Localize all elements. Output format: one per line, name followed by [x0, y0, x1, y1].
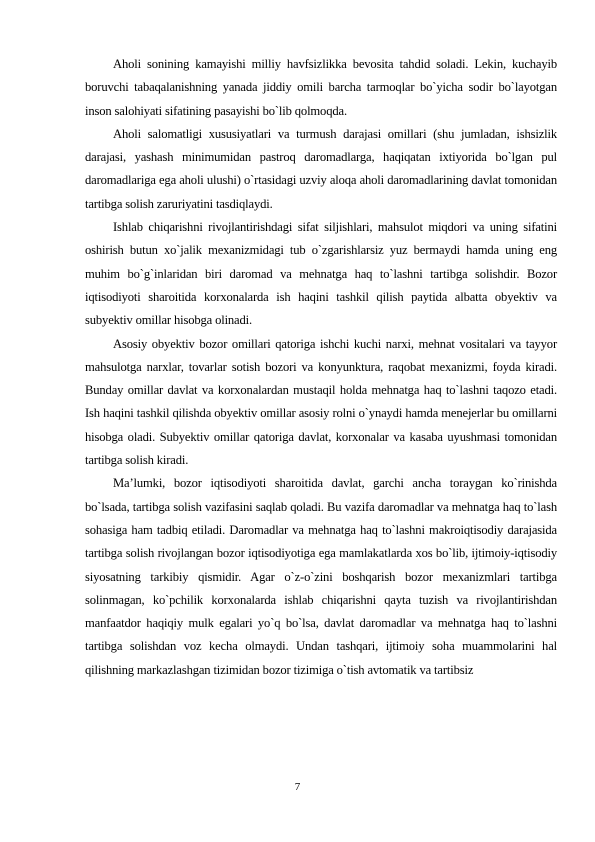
paragraph-4: Asosiy obyektiv bozor omillari qatoriga ishchi kuchi narxi, mehnat vositalari va tayyor mahsulotga narxlar, tovarlar sotish bozori va konyunktura, raqobat mexanizmi, foyda kiradi. Bunday omillar davlat va korxonalardan mustaqil holda mehnatga haq to`lashni taqozo etadi. Ish haqini tashkil qilishda obyektiv omillar asosiy rolni o`ynaydi hamda menejerlar bu omillarni hisobga oladi. Subyektiv omillar qatoriga davlat, korxonalar va kasaba uyushmasi tomonidan tartibga solish kiradi. [85, 336, 557, 468]
paragraph-2: Aholi salomatligi xususiyatlari va turmush darajasi omillari (shu jumladan, ishsizlik darajasi, yashash minimumidan pastroq daromadlarga, haqiqatan ixtiyorida bo`lgan pul daromadlariga ega aholi ulushi) o`rtasidagi uzviy aloqa aholi daromadlarining davlat tomonidan tartibga solish zaruriyatini tasdiqlaydi. [85, 126, 557, 211]
paragraph-3: Ishlab chiqarishni rivojlantirishdagi sifat siljishlari, mahsulot miqdori va uning sifatini oshirish butun xo`jalik mexanizmidagi tub o`zgarishlarsiz yuz bermaydi hamda uning eng muhim bo`g`inlaridan biri daromad va mehnatga haq to`lashni tartibga solishdir. Bozor iqtisodiyoti sharoitida korxonalarda ish haqini tashkil qilish paytida albatta obyektiv va subyektiv omillar hisobga olinadi. [85, 220, 557, 328]
page-number: 7 [294, 781, 301, 793]
paragraph-5: Ma’lumki, bozor iqtisodiyoti sharoitida davlat, garchi ancha toraygan ko`rinishda bo`lsada, tartibga solish vazifasini saqlab qoladi. Bu vazifa daromadlar va mehnatga haq to`lash sohasiga ham tadbiq etiladi. Daromadlar va mehnatga haq to`lashni makroiqtisodiy darajasida tartibga solish rivojlangan bozor iqtisodiyotiga ega mamlakatlarda xos bo`lib, ijtimoiy-iqtisodiy siyosatning tarkibiy qismidir. Agar o`z-o`zini boshqarish bozor mexanizmlari tartibga solinmagan, ko`pchilik korxonalarda ishlab chiqarishni qayta tuzish va rivojlantirishdan manfaatdor haqiqiy mulk egalari yo`q bo`lsa, davlat daromadlar va mehnatga haq to`lashni tartibga solishdan voz kecha olmaydi. Undan tashqari, ijtimoiy soha muammolarini hal qilishning markazlashgan tizimidan bozor tizimiga o`tish avtomatik va tartibsiz [85, 476, 557, 677]
paragraph-1: Aholi sonining kamayishi milliy havfsizlikka bevosita tahdid soladi. Lekin, kuchayib boruvchi tabaqalanishning yanada jiddiy omili barcha tarmoqlar bo`yicha sodir bo`layotgan inson salohiyati sifatining pasayishi bo`lib qolmoqda. [85, 57, 557, 118]
body-text [85, 53, 557, 682]
